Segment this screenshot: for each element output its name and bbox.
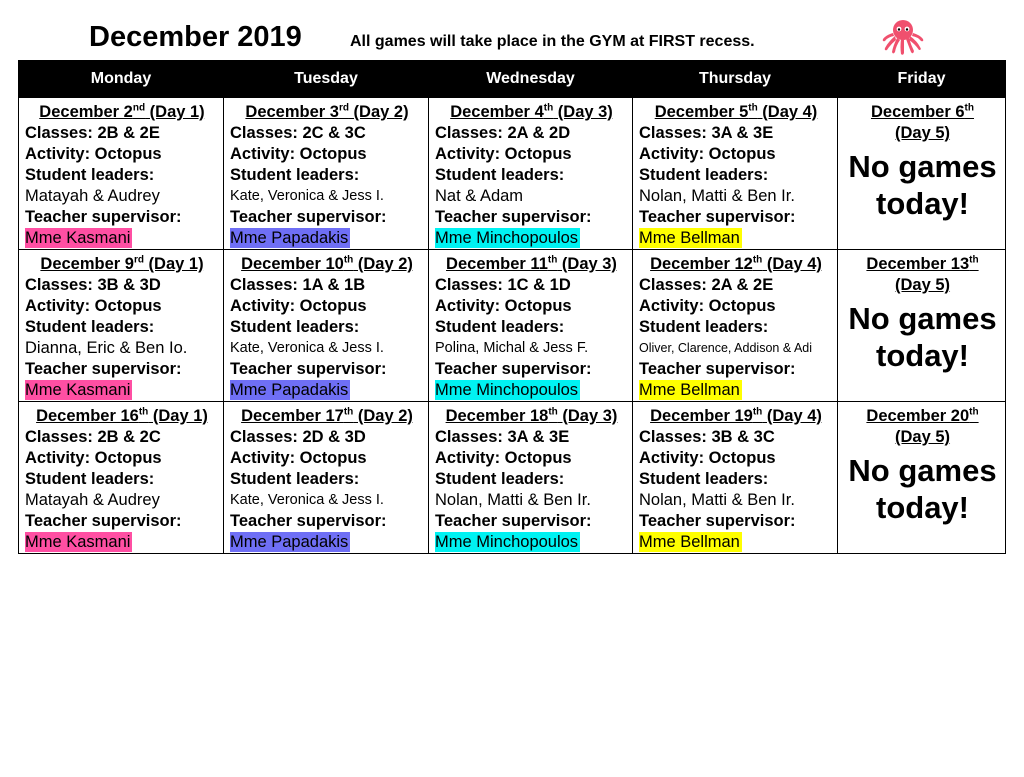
weekday-header-row [19,61,1006,98]
teacher-highlight: Mme Papadakis [230,533,349,551]
cell-teacher-label: Teacher supervisor: [435,360,592,378]
header-friday: Friday [838,61,1006,98]
header-tuesday: Tuesday [224,61,429,98]
cell-activity: Activity: Octopus [435,449,572,467]
no-games-notice: No games today! [848,453,997,525]
teacher-highlight: Mme Kasmani [25,533,131,551]
cell-student-leaders: Kate, Veronica & Jess I. [230,188,384,204]
cell-date: December 3rd (Day 2) [245,102,409,121]
day-cell-thursday [633,402,838,554]
cell-activity: Activity: Octopus [25,449,162,467]
cell-teacher-label: Teacher supervisor: [25,360,182,378]
cell-student-leaders-label: Student leaders: [230,318,360,336]
cell-student-leaders: Oliver, Clarence, Addison & Adi [639,341,813,355]
cell-date: December 11th (Day 3) [446,254,617,273]
cell-classes: Classes: 2A & 2D [435,124,571,142]
cell-student-leaders-label: Student leaders: [230,166,360,184]
cell-teacher [25,532,219,553]
cell-student-leaders: Matayah & Audrey [25,187,160,205]
cell-teacher-label: Teacher supervisor: [25,512,182,530]
cell-classes: Classes: 2A & 2E [639,276,774,294]
cell-teacher-label: Teacher supervisor: [435,208,592,226]
no-games-notice: No games today! [848,149,997,221]
cell-teacher-label: Teacher supervisor: [25,208,182,226]
cell-teacher-label: Teacher supervisor: [435,512,592,530]
cell-student-leaders-label: Student leaders: [639,318,769,336]
cell-teacher [230,380,424,401]
cell-teacher-label: Teacher supervisor: [639,360,796,378]
cell-activity: Activity: Octopus [639,449,776,467]
cell-classes: Classes: 2B & 2C [25,428,161,446]
cell-activity: Activity: Octopus [230,449,367,467]
cell-student-leaders: Kate, Veronica & Jess I. [230,340,384,356]
cell-student-leaders: Dianna, Eric & Ben Io. [25,339,188,357]
cell-teacher-label: Teacher supervisor: [230,360,387,378]
cell-activity: Activity: Octopus [639,297,776,315]
teacher-highlight: Mme Minchopoulos [435,533,579,551]
cell-date: December 16th (Day 1) [36,406,208,425]
friday-day-number: (Day 5) [894,428,951,446]
cell-activity: Activity: Octopus [639,145,776,163]
cell-teacher [435,532,628,553]
octopus-icon [882,18,924,56]
cell-classes: Classes: 3B & 3C [639,428,775,446]
cell-teacher-label: Teacher supervisor: [639,208,796,226]
cell-classes: Classes: 3B & 3D [25,276,161,294]
cell-classes: Classes: 1A & 1B [230,276,366,294]
no-games-notice: No games today! [848,301,997,373]
day-cell-thursday [633,98,838,250]
cell-date: December 10th (Day 2) [241,254,413,273]
cell-student-leaders-label: Student leaders: [230,470,360,488]
friday-date: December 6th [870,102,974,121]
cell-teacher-label: Teacher supervisor: [230,512,387,530]
day-cell-tuesday [224,250,429,402]
cell-student-leaders-label: Student leaders: [25,166,155,184]
cell-classes: Classes: 1C & 1D [435,276,571,294]
cell-student-leaders-label: Student leaders: [435,470,565,488]
cell-date: December 12th (Day 4) [650,254,822,273]
teacher-highlight: Mme Papadakis [230,381,349,399]
day-cell-monday [19,250,224,402]
teacher-highlight: Mme Kasmani [25,229,131,247]
cell-student-leaders: Matayah & Audrey [25,491,160,509]
friday-date: December 20th [866,406,979,425]
cell-student-leaders-label: Student leaders: [639,166,769,184]
friday-day-number: (Day 5) [894,276,951,294]
cell-student-leaders-label: Student leaders: [25,470,155,488]
cell-student-leaders-label: Student leaders: [25,318,155,336]
header-monday: Monday [19,61,224,98]
day-cell-monday [19,98,224,250]
week-row [19,98,1006,250]
day-cell-friday [838,98,1006,250]
cell-teacher [435,228,628,249]
day-cell-tuesday [224,402,429,554]
cell-date: December 19th (Day 4) [650,406,822,425]
cell-teacher [25,380,219,401]
cell-date: December 18th (Day 3) [445,406,618,425]
cell-teacher [435,380,628,401]
cell-student-leaders: Nolan, Matti & Ben Ir. [639,187,795,205]
day-cell-friday [838,250,1006,402]
cell-teacher-label: Teacher supervisor: [230,208,387,226]
page-title: December 2019 [89,21,302,53]
cell-activity: Activity: Octopus [25,145,162,163]
cell-classes: Classes: 3A & 3E [435,428,570,446]
cell-teacher [639,380,833,401]
cell-date: December 17th (Day 2) [241,406,413,425]
teacher-highlight: Mme Kasmani [25,381,131,399]
cell-student-leaders-label: Student leaders: [435,166,565,184]
page-subtitle: All games will take place in the GYM at FIRST recess. [350,33,755,50]
calendar-table [18,60,1006,554]
cell-student-leaders: Nolan, Matti & Ben Ir. [639,491,795,509]
cell-student-leaders: Nat & Adam [435,187,524,205]
cell-classes: Classes: 2D & 3D [230,428,366,446]
teacher-highlight: Mme Papadakis [230,229,349,247]
day-cell-wednesday [429,402,633,554]
cell-date: December 5th (Day 4) [654,102,818,121]
cell-date: December 4th (Day 3) [450,102,613,121]
day-cell-wednesday [429,98,633,250]
cell-activity: Activity: Octopus [435,145,572,163]
cell-classes: Classes: 2B & 2E [25,124,160,142]
cell-student-leaders: Nolan, Matti & Ben Ir. [435,491,591,509]
cell-student-leaders: Kate, Veronica & Jess I. [230,492,384,508]
teacher-highlight: Mme Bellman [639,533,740,551]
header-wednesday: Wednesday [429,61,633,98]
cell-activity: Activity: Octopus [435,297,572,315]
cell-teacher [639,228,833,249]
teacher-highlight: Mme Bellman [639,381,740,399]
day-cell-wednesday [429,250,633,402]
cell-teacher [639,532,833,553]
teacher-highlight: Mme Minchopoulos [435,229,579,247]
day-cell-tuesday [224,98,429,250]
day-cell-monday [19,402,224,554]
cell-activity: Activity: Octopus [230,145,367,163]
teacher-highlight: Mme Minchopoulos [435,381,579,399]
week-row [19,402,1006,554]
day-cell-thursday [633,250,838,402]
cell-student-leaders: Polina, Michal & Jess F. [435,340,589,356]
header-thursday: Thursday [633,61,838,98]
day-cell-friday [838,402,1006,554]
cell-classes: Classes: 2C & 3C [230,124,366,142]
teacher-highlight: Mme Bellman [639,229,740,247]
cell-teacher [25,228,219,249]
cell-activity: Activity: Octopus [230,297,367,315]
cell-student-leaders-label: Student leaders: [639,470,769,488]
cell-date: December 2nd (Day 1) [39,102,205,121]
page-header [0,0,1024,60]
friday-day-number: (Day 5) [894,124,951,142]
cell-classes: Classes: 3A & 3E [639,124,774,142]
cell-student-leaders-label: Student leaders: [435,318,565,336]
cell-teacher [230,532,424,553]
friday-date: December 13th [866,254,979,273]
cell-date: December 9rd (Day 1) [40,254,204,273]
cell-activity: Activity: Octopus [25,297,162,315]
week-row [19,250,1006,402]
cell-teacher-label: Teacher supervisor: [639,512,796,530]
cell-teacher [230,228,424,249]
